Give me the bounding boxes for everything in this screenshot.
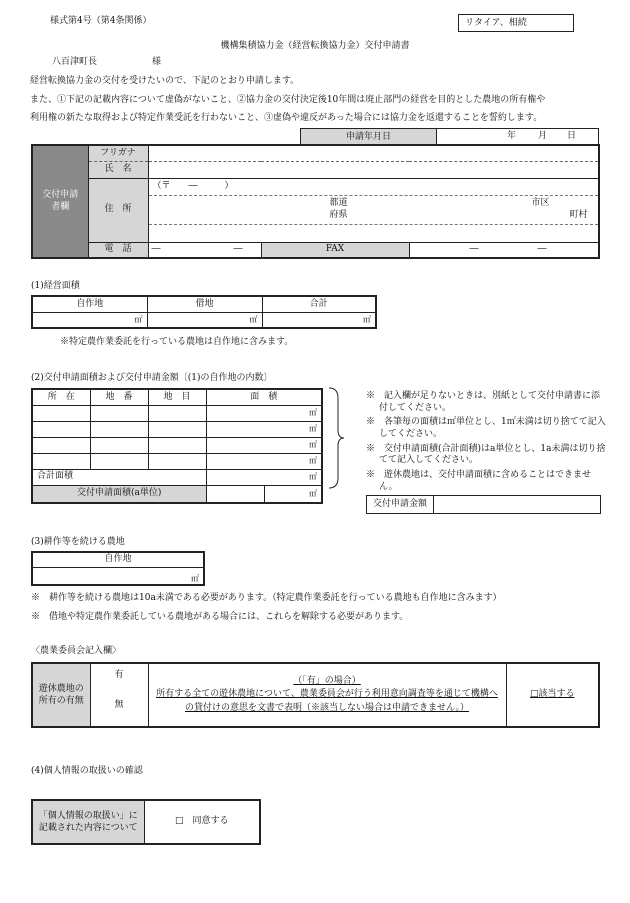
condition-text xyxy=(148,663,506,727)
phone-dash: ― xyxy=(233,243,243,254)
table-cell[interactable] xyxy=(32,421,90,437)
prefecture-fu-ken: 府県 xyxy=(329,209,348,220)
section2-note: ※ 遊休農地は、交付申請面積に含めることはできません。 xyxy=(366,470,592,492)
application-date-field[interactable] xyxy=(437,129,598,145)
furigana-label: フリガナ xyxy=(88,145,148,161)
year-label: 年 xyxy=(507,131,517,141)
city-shi-ku: 市区 xyxy=(531,197,550,208)
area-input[interactable]: ㎡ xyxy=(206,405,322,421)
applied-area-table xyxy=(31,388,323,504)
no-option[interactable]: 無 xyxy=(90,685,148,727)
fax-input[interactable] xyxy=(409,242,599,258)
applied-area-label: 交付申請面積(a単位) xyxy=(32,485,206,503)
phone-dash: ― xyxy=(151,243,161,254)
addressee: 八百津町長 xyxy=(52,57,98,67)
category-box: リタイア、相続 xyxy=(458,14,574,32)
name-input[interactable] xyxy=(148,161,599,178)
section3-note-1: ※ 耕作等を続ける農地は10a未満である必要があります。（特定農作業委託を行っている農地も自作地に含みます） xyxy=(31,593,502,603)
section3-title: (3)耕作等を続ける農地 xyxy=(31,537,125,547)
subtotal-label: 合計面積 xyxy=(32,469,206,485)
section1-title: (1)経営面積 xyxy=(31,281,80,291)
section3-note-2: ※ 借地や特定農作業委託している農地がある場合には、これらを解除する必要があります。 xyxy=(31,612,409,622)
intro-line-1: 経営転換協力金の交付を受けたいので、下記のとおり申請します。 xyxy=(30,76,300,86)
total-area-input[interactable]: ㎡ xyxy=(363,314,371,324)
committee-title: 〈農業委員会記入欄〉 xyxy=(31,646,122,656)
area-input[interactable]: ㎡ xyxy=(206,437,322,453)
address-label: 住 所 xyxy=(88,178,148,242)
subtotal-input[interactable]: ㎡ xyxy=(206,469,322,485)
yes-option[interactable]: 有 xyxy=(90,663,148,685)
form-number: 様式第4号（第4条関係） xyxy=(50,16,152,26)
applied-area-cell[interactable] xyxy=(206,485,264,503)
intro-line-3: 利用権の新たな取得および特定作業受託を行わないこと、③虚偽や違反があった場合には協力金を返還することを誓約します。 xyxy=(30,113,543,123)
table-cell[interactable] xyxy=(90,421,148,437)
table-cell[interactable] xyxy=(32,405,90,421)
fax-label: FAX xyxy=(261,242,409,258)
application-date-row xyxy=(300,128,599,145)
application-date-label: 申請年月日 xyxy=(301,129,437,145)
total-header: 合計 xyxy=(262,296,376,312)
agree-checkbox[interactable]: □ 同意する xyxy=(174,816,229,827)
area-input[interactable]: ㎡ xyxy=(206,453,322,469)
idle-farmland-label: 遊休農地の所有の有無 xyxy=(32,663,90,727)
table-cell[interactable] xyxy=(148,437,206,453)
own-land-area-input[interactable]: ㎡ xyxy=(32,312,147,328)
continued-own-land-input[interactable]: ㎡ xyxy=(191,574,199,583)
town-cho-son: 町村 xyxy=(569,209,588,220)
brace-icon xyxy=(326,386,346,490)
table-cell[interactable] xyxy=(32,453,90,469)
page-title: 機構集積協力金（経営転換協力金）交付申請書 xyxy=(220,41,410,51)
fax-dash: ― xyxy=(537,243,547,254)
committee-table xyxy=(31,662,600,728)
land-category-header: 地 目 xyxy=(148,389,206,405)
continued-farmland-table xyxy=(31,551,205,586)
privacy-label: 「個人情報の取扱い」に記載された内容について xyxy=(32,800,144,844)
applicant-section-label: 交付申請者欄 xyxy=(32,145,88,258)
table-cell[interactable] xyxy=(32,437,90,453)
phone-input[interactable] xyxy=(148,242,261,258)
section2-note: ※ 交付申請面積(合計面積)はa単位とし、1a未満は切り捨てて記入してください。 xyxy=(366,443,606,466)
month-label: 月 xyxy=(538,131,548,141)
leased-land-area-input[interactable]: ㎡ xyxy=(147,312,262,328)
table-cell[interactable] xyxy=(148,453,206,469)
table-cell[interactable] xyxy=(90,453,148,469)
condition-heading: （「有」の場合） xyxy=(293,676,361,687)
applied-amount-label: 交付申請金額 xyxy=(367,496,434,513)
leased-land-header: 借地 xyxy=(147,296,262,312)
address-input[interactable] xyxy=(148,178,599,242)
privacy-table xyxy=(31,799,261,845)
section2-notes xyxy=(366,391,606,494)
applicant-table xyxy=(31,144,600,259)
table-cell[interactable] xyxy=(90,437,148,453)
table-cell[interactable] xyxy=(148,405,206,421)
condition-body: 所有する全ての遊休農地について、農業委員会が行う利用意向調査等を通じて機構への貸付けの意思を文書で表明（※該当しない場合は申請できません。） xyxy=(156,689,498,713)
applied-amount-input[interactable] xyxy=(434,496,600,513)
phone-label: 電 話 xyxy=(88,242,148,258)
own-land-header: 自作地 xyxy=(32,296,147,312)
section2-note: ※ 記入欄が足りないときは、別紙として交付申請書に添付してください。 xyxy=(366,391,601,413)
applied-amount-row xyxy=(366,495,601,514)
intro-line-2: また、①下記の記載内容について虚偽がないこと、②協力金の交付決定後10年間は廃止部門の経営を目的とした農地の所有権や xyxy=(30,95,546,105)
area-header: 面 積 xyxy=(206,389,322,405)
section2-note: ※ 各筆毎の面積は㎡単位とし、1㎡未満は切り捨てて記入してください。 xyxy=(366,417,606,440)
name-label: 氏 名 xyxy=(88,161,148,178)
table-cell[interactable] xyxy=(90,405,148,421)
section4-title: (4)個人情報の取扱いの確認 xyxy=(31,766,143,776)
day-label: 日 xyxy=(567,131,577,141)
applicable-checkbox[interactable]: □該当する xyxy=(529,689,575,700)
table-cell[interactable] xyxy=(148,421,206,437)
furigana-input[interactable] xyxy=(148,145,599,161)
lot-number-header: 地 番 xyxy=(90,389,148,405)
management-area-table xyxy=(31,295,377,329)
own-land-header: 自作地 xyxy=(32,552,204,567)
section2-title: (2)交付申請面積および交付申請金額〔(1)の自作地の内数〕 xyxy=(31,373,273,383)
addressee-honorific: 様 xyxy=(152,57,162,67)
postal-code: （〒 ― ） xyxy=(152,180,234,191)
applied-area-input[interactable]: ㎡ xyxy=(309,488,318,498)
location-header: 所 在 xyxy=(32,389,90,405)
area-input[interactable]: ㎡ xyxy=(206,421,322,437)
fax-dash: ― xyxy=(469,243,479,254)
section1-note: ※特定農作業委託を行っている農地は自作地に含みます。 xyxy=(60,337,294,347)
prefecture-to-do: 都道 xyxy=(329,197,348,208)
